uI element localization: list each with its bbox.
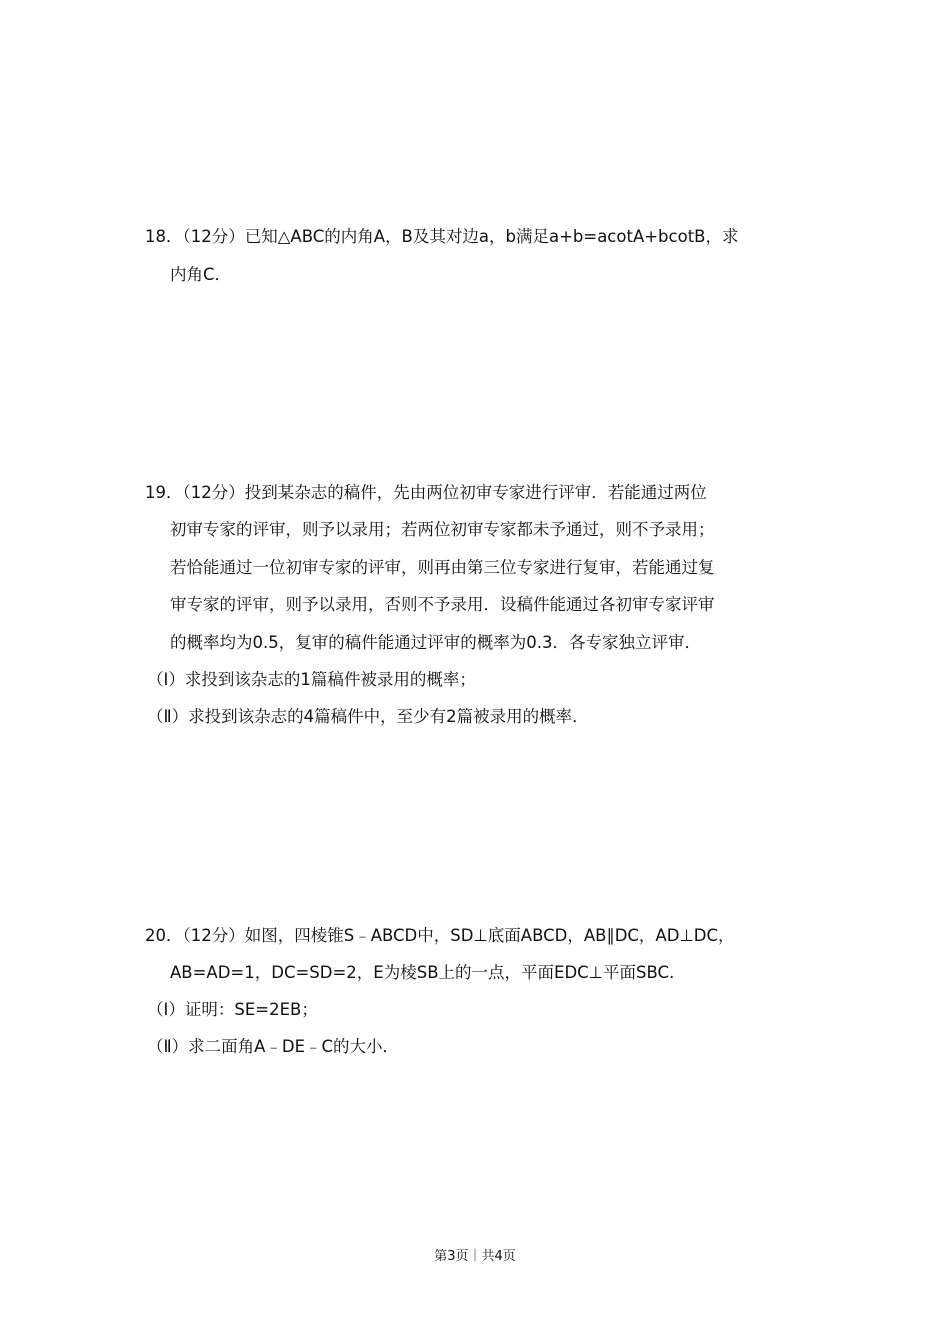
problem-text-line: AB=AD=1，DC=SD=2，E为棱SB上的一点，平面EDC⊥平面SBC． [170, 963, 686, 982]
problem-part-2: （Ⅱ）求投到该杂志的4篇稿件中，至少有2篇被录用的概率． [147, 707, 589, 726]
problem-part-2: （Ⅱ）求二面角A﹣DE﹣C的大小． [147, 1037, 400, 1056]
problem-part-1: （Ⅰ）求投到该杂志的1篇稿件被录用的概率； [147, 670, 476, 689]
problem-text-line: 初审专家的评审，则予以录用；若两位初审专家都未予通过，则不予录用； [170, 520, 715, 539]
page-footer: 第3页｜共4页 [434, 1249, 516, 1264]
problem-text-line: 18．（12分）已知△ABC的内角A，B及其对边a，b满足a+b=acotA+bcotB，求 [145, 227, 739, 246]
problem-text-line: 19．（12分）投到某杂志的稿件，先由两位初审专家进行评审．若能通过两位 [145, 483, 707, 502]
problem-text-line: 内角C． [170, 265, 232, 284]
problem-text-line: 若恰能通过一位初审专家的评审，则再由第三位专家进行复审，若能通过复 [170, 558, 715, 577]
problem-text-line: 20．（12分）如图，四棱锥S﹣ABCD中，SD⊥底面ABCD，AB∥DC，AD⊥DC， [145, 926, 735, 945]
problem-part-1: （Ⅰ）证明：SE=2EB； [147, 1000, 318, 1019]
problem-text-line: 的概率均为0.5，复审的稿件能通过评审的概率为0.3．各专家独立评审． [170, 633, 701, 652]
problem-text-line: 审专家的评审，则予以录用，否则不予录用．设稿件能通过各初审专家评审 [170, 595, 715, 614]
